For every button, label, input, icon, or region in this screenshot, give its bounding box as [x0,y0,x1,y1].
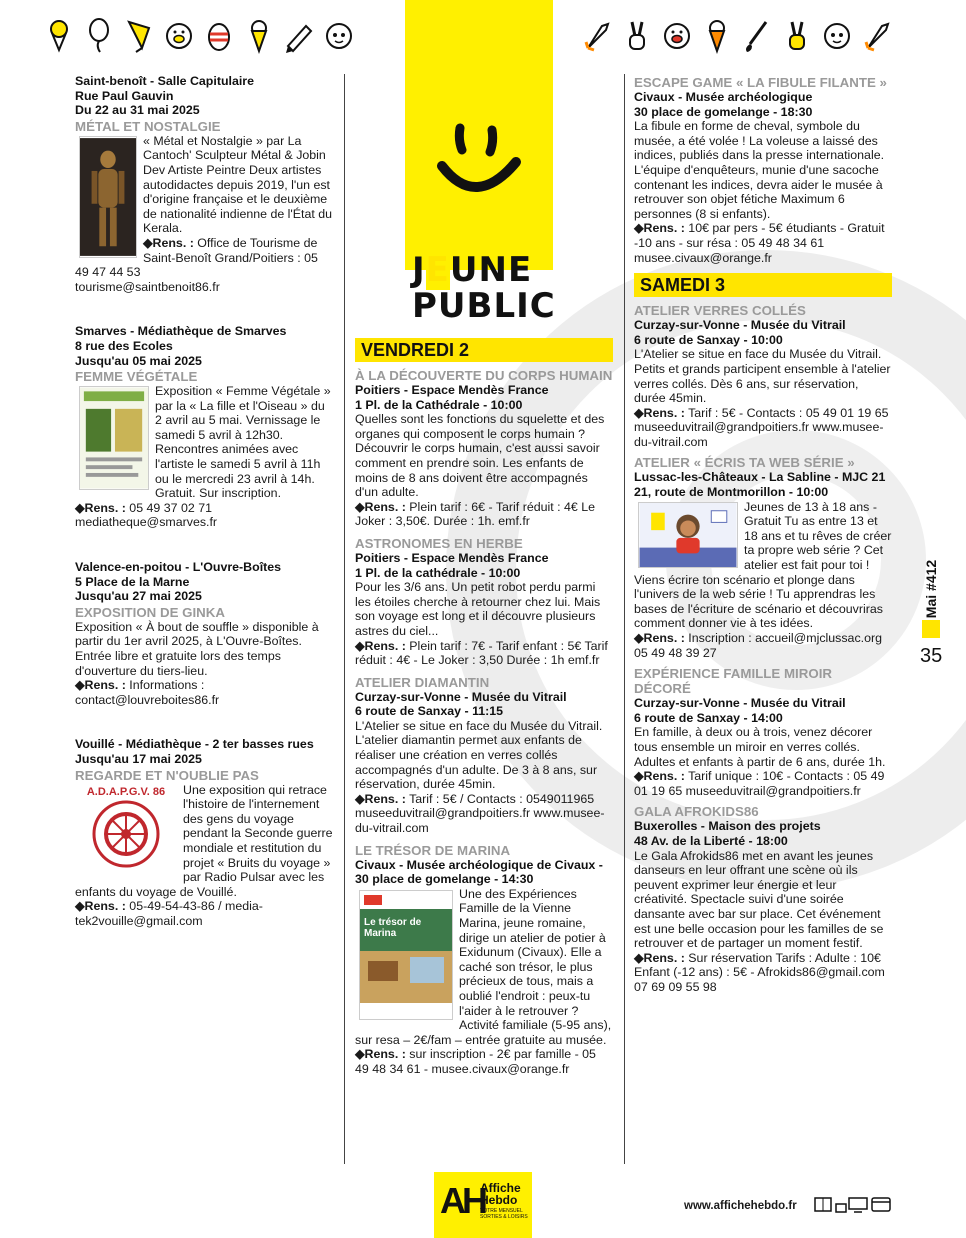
pig-face-icon [164,18,194,54]
rocket-icon [582,18,612,54]
event-title: REGARDE ET N'OUBLIE PAS [75,767,259,783]
event-description: L'Atelier se situe en face du Musée du Vitrail. Petits et grands participent ensemble à l'atelier verres collés. Dès 6 ans, sur réservation, durée 45min. [634,347,891,406]
event-location: Curzay-sur-Vonne - Musée du Vitrail 6 route de Sanxay - 14:00 [634,696,846,725]
logo-tagline: VOTRE MENSUEL SORTIES & LOISIRS [480,1208,528,1220]
event-email[interactable]: contact@louvreboites86.fr [75,692,220,707]
event-description: « Métal et Nostalgie » par La Cantoch' Sculpteur Métal & Jobin Dev Artiste Peintre Deux artistes autodidactes depuis 2019, l'un est d'origine française et le deuxième de nationalité indienne de l'État du Kerala. [143,133,333,236]
ice-cream-cone-icon [244,18,274,54]
rens-label: ◆Rens. : [75,678,126,693]
issue-marker-square [922,620,940,638]
day-heading-samedi: SAMEDI 3 [634,273,892,297]
rens-label: ◆Rens. : [75,500,126,515]
event-description: Quelles sont les fonctions du squelette et des organes qui composent le corps humain ? Découvrir le corps humain, c'est aussi savoir comment en prendre soin. Les enfants de moins de 8 ans doivent être accompagnés d'un adulte. [355,412,605,500]
event-contact: Inscription : accueil@mjclussac.org 05 49 48 39 27 [634,631,882,660]
rens-label: ◆Rens. : [634,405,685,420]
event-contact: 05-49-54-43-86 / media-tek2vouille@gmail.com [75,899,263,928]
event-description: Une des Expériences Famille de la Vienne Marina, jeune romaine, dirige un atelier de potier à Exidunum (Civaux). Elle a caché son trésor, le plus précieux de tous, mais a oublié l'endroit : peux-tu l'aider à le retrouver ? Activité familiale (5-95 ans), sur resa – 2€/fam – entrée gratuite au musée. [355,886,612,1047]
event-title: EXPOSITION DE GINKA [75,604,225,620]
event-description: L'Atelier se situe en face du Musée du Vitrail. L'atelier diamantin permet aux enfants de réaliser une création en verres collés accompagnés d'un adulte. De 3 à 8 ans, sur réservation, durée 45min. [355,718,603,792]
column-left [75,74,333,929]
event-tresor-marina [355,843,613,1077]
event-title: ATELIER « ÉCRIS TA WEB SÉRIE » [634,455,855,471]
event-description: Exposition « Femme Végétale » par la « La fille et l'Oiseau » du 2 avril au 5 mai. Vernissage le samedi 5 avril à 12h30. Rencontres animées avec l'artiste le samedi 5 avril à 11h ou le mercredi 23 avril à 14h. Gratuit. Sur inscription. [155,384,331,501]
adapgv-logo [75,785,177,873]
easter-egg-icon [204,18,234,54]
sculpture-photo [79,136,137,258]
event-location: Buxerolles - Maison des projets 48 Av. de la Liberté - 18:00 [634,819,821,848]
event-escape-game [634,75,892,265]
adapgv-logo-text: A.D.A.P.G.V. 86 [86,785,166,798]
column-right [634,74,892,994]
smiley-icon [418,110,538,220]
website-link[interactable]: www.affichehebdo.fr [684,1200,797,1212]
event-contact: Tarif : 5€ - Contacts : 05 49 01 19 65 museeduvitrail@grandpoitiers.fr www.musee-du-vitrail.com [634,405,889,449]
event-web-serie [634,455,892,660]
event-title: MÉTAL ET NOSTALGIE [75,118,221,134]
rens-label: ◆Rens. : [634,221,685,236]
event-location: Vouillé - Médiathèque - 2 ter basses rues Jusqu'au 17 mai 2025 [75,737,314,766]
event-description: Exposition « À bout de souffle » disponible à partir du 1er avril 2025, à L'Ouvre-Boîtes. Entrée libre et gratuite lors des temps d'ouverture du tiers-lieu. [75,619,319,678]
event-regarde-oublie [75,737,333,928]
rens-label: ◆Rens. : [355,1047,406,1062]
event-title: ATELIER VERRES COLLÉS [634,303,806,319]
event-description: La fibule en forme de cheval, symbole du musée, a été volée ! La voleuse a laissé des indices, publiés dans la presse internationale. L'équipe d'enquêteurs, munie d'une sacoche contenant les indices, devra aider le musée à retrouver son objet fétiche Maximum 6 personnes (8 si enfants). [634,119,885,221]
poster-title: Le trésor de Marina [364,916,422,939]
event-email[interactable]: mediatheque@smarves.fr [75,515,218,530]
column-divider-2 [624,74,625,1164]
event-title: À LA DÉCOUVERTE DU CORPS HUMAIN [355,368,613,383]
rocket-icon-2 [862,18,892,54]
icons-row-right [582,18,892,54]
issue-month: Mai #412 [923,559,939,619]
day-heading-vendredi: VENDREDI 2 [355,338,613,362]
exhibition-poster [79,386,149,490]
kite-icon [124,18,154,54]
event-location: Civaux - Musée archéologique 30 place de gomelange - 18:30 [634,90,813,119]
event-location: Poitiers - Espace Mendès France 1 Pl. de la cathédrale - 10:00 [355,550,549,580]
event-contact: Informations : [129,678,205,693]
event-metal-nostalgie [75,74,333,294]
rens-label: ◆Rens. : [355,791,406,806]
rens-label: ◆Rens. : [75,899,126,914]
event-contact: Sur réservation Tarifs : Adulte : 10€ Enfant (-12 ans) : 5€ - Afrokids86@gmail.com 07 69 09 55 98 [634,950,885,994]
event-title: FEMME VÉGÉTALE [75,369,198,385]
event-title: GALA AFROKIDS86 [634,804,759,820]
event-astronomes [355,536,613,668]
event-contact: Tarif : 5€ / Contacts : 0549011965 museeduvitrail@grandpoitiers.fr www.musee-du-vitrail.com [355,791,605,836]
balloon-icon [84,18,114,54]
event-femme-vegetale [75,324,333,530]
event-atelier-diamantin [355,675,613,836]
event-contact: sur inscription - 2€ par famille - 05 49 48 34 61 - musee.civaux@orange.fr [355,1047,596,1076]
event-corps-humain [355,368,613,529]
event-contact: Plein tarif : 6€ - Tarif réduit : 4€ Le Joker : 3,50€. Durée : 1h. emf.fr [355,499,596,529]
rens-label: ◆Rens. : [634,769,685,784]
logo-mark: AH [440,1180,484,1221]
event-location: Smarves - Médiathèque de Smarves 8 rue des Ecoles Jusqu'au 05 mai 2025 [75,324,287,368]
event-title: LE TRÉSOR DE MARINA [355,842,511,858]
web-serie-illustration [638,502,738,568]
event-contact: Office de Tourisme de Saint-Benoît Grand/Poitiers : 05 49 47 44 53 [75,235,318,280]
event-ginka [75,560,333,707]
event-location: Saint-benoît - Salle Capitulaire Rue Paul Gauvin Du 22 au 31 mai 2025 [75,74,255,118]
affiche-hebdo-logo [434,1172,532,1238]
rens-label: ◆Rens. : [634,631,685,645]
event-description: Jeunes de 13 à 18 ans - Gratuit Tu as entre 13 et 18 ans et tu rêves de créer ta propre web série ? Cet atelier est fait pour toi ! Viens écrire ton scénario et plonge dans l'univers de la web série ! Tu apprendras les bases de l'écriture de scénario et découvriras comment donner vie à tes idées. [634,499,892,631]
event-location: Curzay-sur-Vonne - Musée du Vitrail 6 route de Sanxay - 11:15 [355,689,567,719]
event-gala-afrokids [634,804,892,994]
column-middle [355,340,613,1077]
event-verres-colles [634,303,892,449]
logo-wordmark: Affiche Hebdo [480,1181,521,1207]
event-location: Valence-en-poitou - L'Ouvre-Boîtes 5 Place de la Marne Jusqu'au 27 mai 2025 [75,560,282,604]
devices-icon [814,1196,894,1214]
rens-label: ◆Rens. : [355,638,406,653]
event-location: Civaux - Musée archéologique de Civaux - 30 place de gomelange - 14:30 [355,857,603,887]
rens-label: ◆Rens. : [143,235,194,250]
sheep-face-icon [324,18,354,54]
event-location: Poitiers - Espace Mendès France 1 Pl. de la Cathédrale - 10:00 [355,383,549,412]
crayon-icon [284,18,314,54]
rens-label: ◆Rens. : [355,499,406,514]
peace-hand-icon-2 [782,18,812,54]
event-contact: Plein tarif : 7€ - Tarif enfant : 5€ Tarif réduit : 4€ - Le Joker : 3,50 Durée : 1h emf.fr [355,638,608,668]
wheel-icon [84,799,168,869]
sheep-face-icon-2 [822,18,852,54]
marina-poster [359,890,453,1020]
event-title: ASTRONOMES EN HERBE [355,535,523,551]
event-miroir-decore [634,666,892,798]
event-location: Curzay-sur-Vonne - Musée du Vitrail 6 route de Sanxay - 10:00 [634,318,846,347]
poster-artwork [360,891,452,1019]
event-description: Le Gala Afrokids86 met en avant les jeunes danseurs en leur offrant une scène où ils peuvent exprimer leur énergie et leur créativité. Spectacle suivi d'une soirée dansante avec bar sur place. Cet événement est une belle occasion pour les familles de se retrouver et de partager un moment festif. [634,848,884,951]
event-title: ESCAPE GAME « LA FIBULE FILANTE » [634,75,887,90]
column-divider-1 [344,74,345,1164]
issue-label [914,545,944,630]
pig-face-icon-2 [662,18,692,54]
event-title: EXPÉRIENCE FAMILLE MIROIR DÉCORÉ [634,666,832,697]
brush-icon [742,18,772,54]
event-email[interactable]: tourisme@saintbenoit86.fr [75,279,220,294]
event-description: En famille, à deux ou à trois, venez décorer tous ensemble un miroir en verres collés. Adultes et enfants à partir de 6 ans, durée 1h. [634,725,886,769]
rens-label: ◆Rens. : [634,950,685,965]
event-contact: Tarif unique : 10€ - Contacts : 05 49 01 19 65 museeduvitrail@grandpoitiers.fr [634,769,885,798]
icons-row-left [44,18,354,54]
event-description: Une exposition qui retrace l'histoire de l'internement des gens du voyage pendant la Seconde guerre mondiale et restitution du projet « Bruits du voyage » par Radio Pulsar avec les enfants du voyage de Vouillé. [75,782,333,899]
event-location: Lussac-les-Châteaux - La Sabline - MJC 21 21, route de Montmorillon - 10:00 [634,470,886,500]
event-description: Pour les 3/6 ans. Un petit robot perdu parmi les étoiles cherche à retourner chez lui. Mais son voyage est long et il découvre plusieurs astres du ciel... [355,580,601,638]
section-title: JEUNE PUBLIC [412,250,556,326]
ice-cream-cone-icon-2 [702,18,732,54]
ice-cream-icon [44,18,74,54]
page-number: 35 [920,645,943,667]
peace-hand-icon [622,18,652,54]
event-title: ATELIER DIAMANTIN [355,674,490,690]
event-contact: 10€ par pers - 5€ étudiants - Gratuit -10 ans - sur résa : 05 49 48 34 61 musee.civaux@orange.fr [634,221,885,265]
event-contact: 05 49 37 02 71 [129,500,212,515]
